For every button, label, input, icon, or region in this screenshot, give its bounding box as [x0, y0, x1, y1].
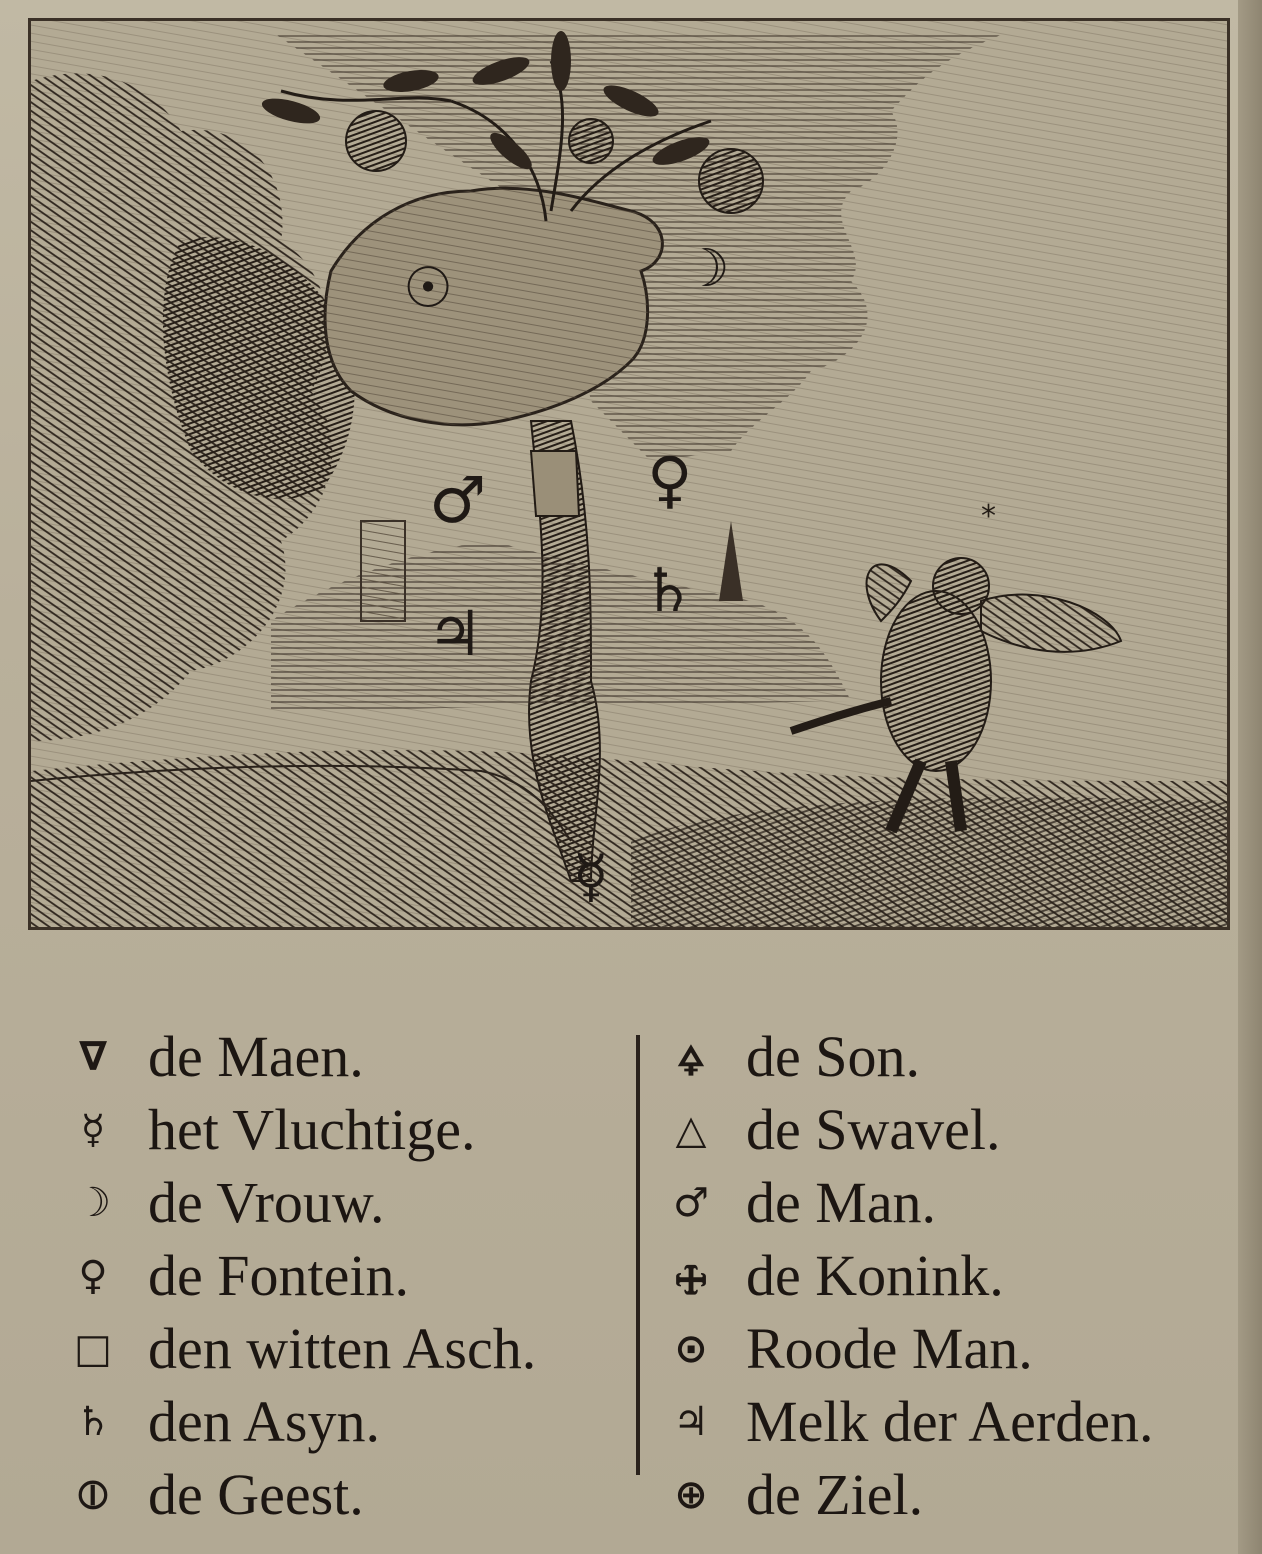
symbol-legend — [0, 1000, 1262, 1527]
moon-icon: ☽ — [683, 239, 730, 299]
jupiter-icon: ♃ — [673, 1398, 709, 1445]
venus-icon: ♀ — [78, 1252, 108, 1299]
legend-item — [660, 1385, 1153, 1458]
saturn-icon: ♄ — [75, 1398, 111, 1445]
legend-term: de Swavel. — [746, 1097, 1001, 1162]
legend-right-column — [660, 1020, 1153, 1531]
sun-icon: ☉ — [403, 256, 454, 321]
legend-item — [62, 1458, 536, 1531]
legend-term: de Konink. — [746, 1243, 1004, 1308]
king-symbol-icon: 🜊 — [674, 1257, 708, 1304]
moon-icon: ☽ — [75, 1179, 111, 1226]
mercury-icon: ☿ — [573, 842, 609, 910]
legend-term: de Son. — [746, 1024, 920, 1089]
tower — [361, 521, 405, 621]
legend-divider — [636, 1035, 640, 1475]
spirit-circle-icon: ⦶ — [78, 1471, 108, 1518]
legend-term: de Ziel. — [746, 1462, 924, 1527]
legend-item — [660, 1093, 1153, 1166]
saturn-icon: ♄ — [641, 556, 695, 626]
legend-item — [660, 1166, 1153, 1239]
legend-term: het Vluchtige. — [148, 1097, 476, 1162]
legend-item — [62, 1093, 536, 1166]
legend-term: de Man. — [746, 1170, 937, 1235]
legend-item — [62, 1312, 536, 1385]
earth-cross-icon: ⊕ — [674, 1471, 708, 1518]
legend-term: den Asyn. — [148, 1389, 380, 1454]
mercury-icon: ☿ — [80, 1106, 106, 1153]
engraving-plate — [28, 18, 1230, 930]
legend-left-column — [62, 1020, 536, 1531]
legend-item — [62, 1020, 536, 1093]
svg-text:*: * — [981, 499, 996, 534]
water-triangle-icon: ∇ — [79, 1033, 107, 1080]
legend-item — [62, 1239, 536, 1312]
engraving-illustration — [31, 21, 1227, 927]
legend-term: de Fontein. — [148, 1243, 409, 1308]
legend-item — [660, 1458, 1153, 1531]
legend-term: den witten Asch. — [148, 1316, 537, 1381]
legend-item — [62, 1166, 536, 1239]
venus-icon: ♀ — [647, 443, 693, 516]
legend-item — [62, 1385, 536, 1458]
legend-item — [660, 1312, 1153, 1385]
jupiter-icon: ♃ — [427, 597, 483, 670]
square-icon: □ — [74, 1325, 112, 1372]
legend-term: de Maen. — [148, 1024, 364, 1089]
sun-icon: ⊙ — [674, 1325, 708, 1372]
legend-term: de Vrouw. — [148, 1170, 385, 1235]
legend-term: Roode Man. — [746, 1316, 1033, 1381]
legend-item — [660, 1239, 1153, 1312]
legend-term: Melk der Aerden. — [746, 1389, 1154, 1454]
sulfur-cross-icon: 🜍 — [676, 1038, 706, 1085]
mars-icon: ♂ — [429, 464, 487, 538]
legend-item — [660, 1020, 1153, 1093]
legend-term: de Geest. — [148, 1462, 364, 1527]
fire-triangle-icon: △ — [675, 1106, 707, 1153]
mars-icon: ♂ — [673, 1179, 709, 1226]
